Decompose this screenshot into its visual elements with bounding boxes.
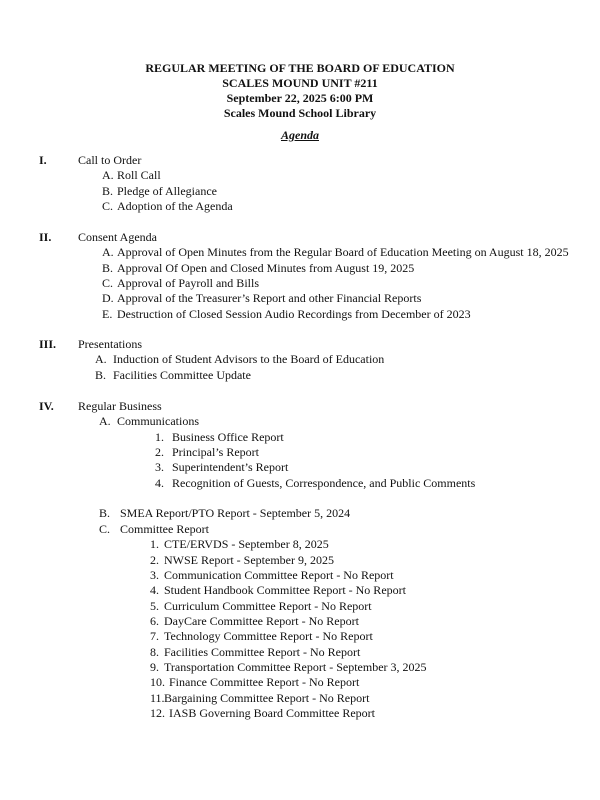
agenda-subitem-marker: 2. xyxy=(155,445,164,460)
agenda-item: Roll Call xyxy=(117,168,161,183)
agenda-subitem-marker: 6. xyxy=(150,613,159,628)
agenda-item: Destruction of Closed Session Audio Recordings from December of 2023 xyxy=(117,306,471,321)
agenda-subitem-marker: 4. xyxy=(155,475,164,490)
agenda-subitem: Bargaining Committee Report - No Report xyxy=(164,690,370,705)
agenda-item-marker: A. xyxy=(102,168,114,183)
agenda-subitem-marker: 8. xyxy=(150,644,159,659)
section-title: Presentations xyxy=(78,337,142,351)
agenda-subitem-marker: 5. xyxy=(150,598,159,613)
section-numeral: III. xyxy=(39,337,57,351)
agenda-item-marker: A. xyxy=(102,245,114,260)
agenda-item: Communications xyxy=(117,414,199,429)
agenda-item: Approval of the Treasurer’s Report and other Financial Reports xyxy=(117,291,422,306)
agenda-item-marker: A. xyxy=(99,414,111,429)
agenda-subitem-marker: 7. xyxy=(150,629,159,644)
agenda-subitem: Recognition of Guests, Correspondence, and Public Comments xyxy=(172,475,476,490)
agenda-subitem: NWSE Report - September 9, 2025 xyxy=(164,552,334,567)
agenda-subitem-marker: 1. xyxy=(155,429,164,444)
agenda-subitem: Student Handbook Committee Report - No Report xyxy=(164,583,406,598)
agenda-item-marker: E. xyxy=(102,306,113,321)
agenda-item: Adoption of the Agenda xyxy=(117,199,233,214)
agenda-heading: Agenda xyxy=(280,128,319,142)
agenda-subitem-marker: 10. xyxy=(150,675,165,690)
section-numeral: I. xyxy=(39,153,47,167)
agenda-item-marker: B. xyxy=(102,260,114,275)
agenda-subitem: Facilities Committee Report - No Report xyxy=(164,644,361,659)
section-title: Regular Business xyxy=(78,399,162,413)
agenda-subitem: IASB Governing Board Committee Report xyxy=(169,706,375,720)
agenda-subitem: Curriculum Committee Report - No Report xyxy=(164,598,372,613)
section-numeral: II. xyxy=(39,230,52,244)
meeting-location: Scales Mound School Library xyxy=(223,106,377,120)
agenda-subitem: Finance Committee Report - No Report xyxy=(169,675,360,690)
district-name: SCALES MOUND UNIT #211 xyxy=(222,76,378,90)
agenda-subitem-marker: 4. xyxy=(150,583,159,598)
agenda-item-marker: B. xyxy=(99,506,111,521)
agenda-subitem: Transportation Committee Report - September 3, 2025 xyxy=(164,659,427,674)
agenda-item-marker: B. xyxy=(102,183,114,198)
agenda-item-marker: C. xyxy=(99,521,111,536)
agenda-subitem: CTE/ERVDS - September 8, 2025 xyxy=(164,537,329,552)
agenda-item-marker: C. xyxy=(102,276,114,291)
agenda-item-marker: B. xyxy=(95,367,107,382)
agenda-subitem-marker: 2. xyxy=(150,552,159,567)
agenda-subitem: Superintendent’s Report xyxy=(172,460,289,475)
agenda-subitem-marker: 1. xyxy=(150,537,159,552)
meeting-title: REGULAR MEETING OF THE BOARD OF EDUCATION xyxy=(145,61,455,75)
section-numeral: IV. xyxy=(39,399,54,413)
agenda-subitem-marker: 3. xyxy=(150,567,159,582)
agenda-item: Approval Of Open and Closed Minutes from August 19, 2025 xyxy=(117,260,415,275)
agenda-subitem-marker: 3. xyxy=(155,460,164,475)
section-title: Consent Agenda xyxy=(78,230,157,244)
agenda-item-marker: C. xyxy=(102,199,114,214)
agenda-subitem: Communication Committee Report - No Report xyxy=(164,567,394,582)
agenda-subitem: Business Office Report xyxy=(172,429,284,444)
agenda-item: Induction of Student Advisors to the Board of Education xyxy=(113,352,385,367)
agenda-item: Pledge of Allegiance xyxy=(117,183,217,198)
agenda-item: Approval of Payroll and Bills xyxy=(117,276,259,291)
agenda-subitem: Principal’s Report xyxy=(172,445,259,460)
agenda-item-marker: A. xyxy=(95,352,107,367)
agenda-subitem: DayCare Committee Report - No Report xyxy=(164,613,359,628)
agenda-item-marker: D. xyxy=(102,291,114,306)
agenda-subitem: Technology Committee Report - No Report xyxy=(164,629,373,644)
agenda-subitem-marker: 11. xyxy=(150,690,165,705)
agenda-subitem-marker: 12. xyxy=(150,706,165,720)
agenda-item: SMEA Report/PTO Report - September 5, 2024 xyxy=(120,506,351,521)
agenda-item: Approval of Open Minutes from the Regular Board of Education Meeting on August 18, 2025 xyxy=(117,245,569,260)
meeting-datetime: September 22, 2025 6:00 PM xyxy=(226,91,374,105)
agenda-item: Facilities Committee Update xyxy=(113,367,251,382)
agenda-item: Committee Report xyxy=(120,521,209,536)
agenda-subitem-marker: 9. xyxy=(150,659,159,674)
section-title: Call to Order xyxy=(78,153,142,167)
